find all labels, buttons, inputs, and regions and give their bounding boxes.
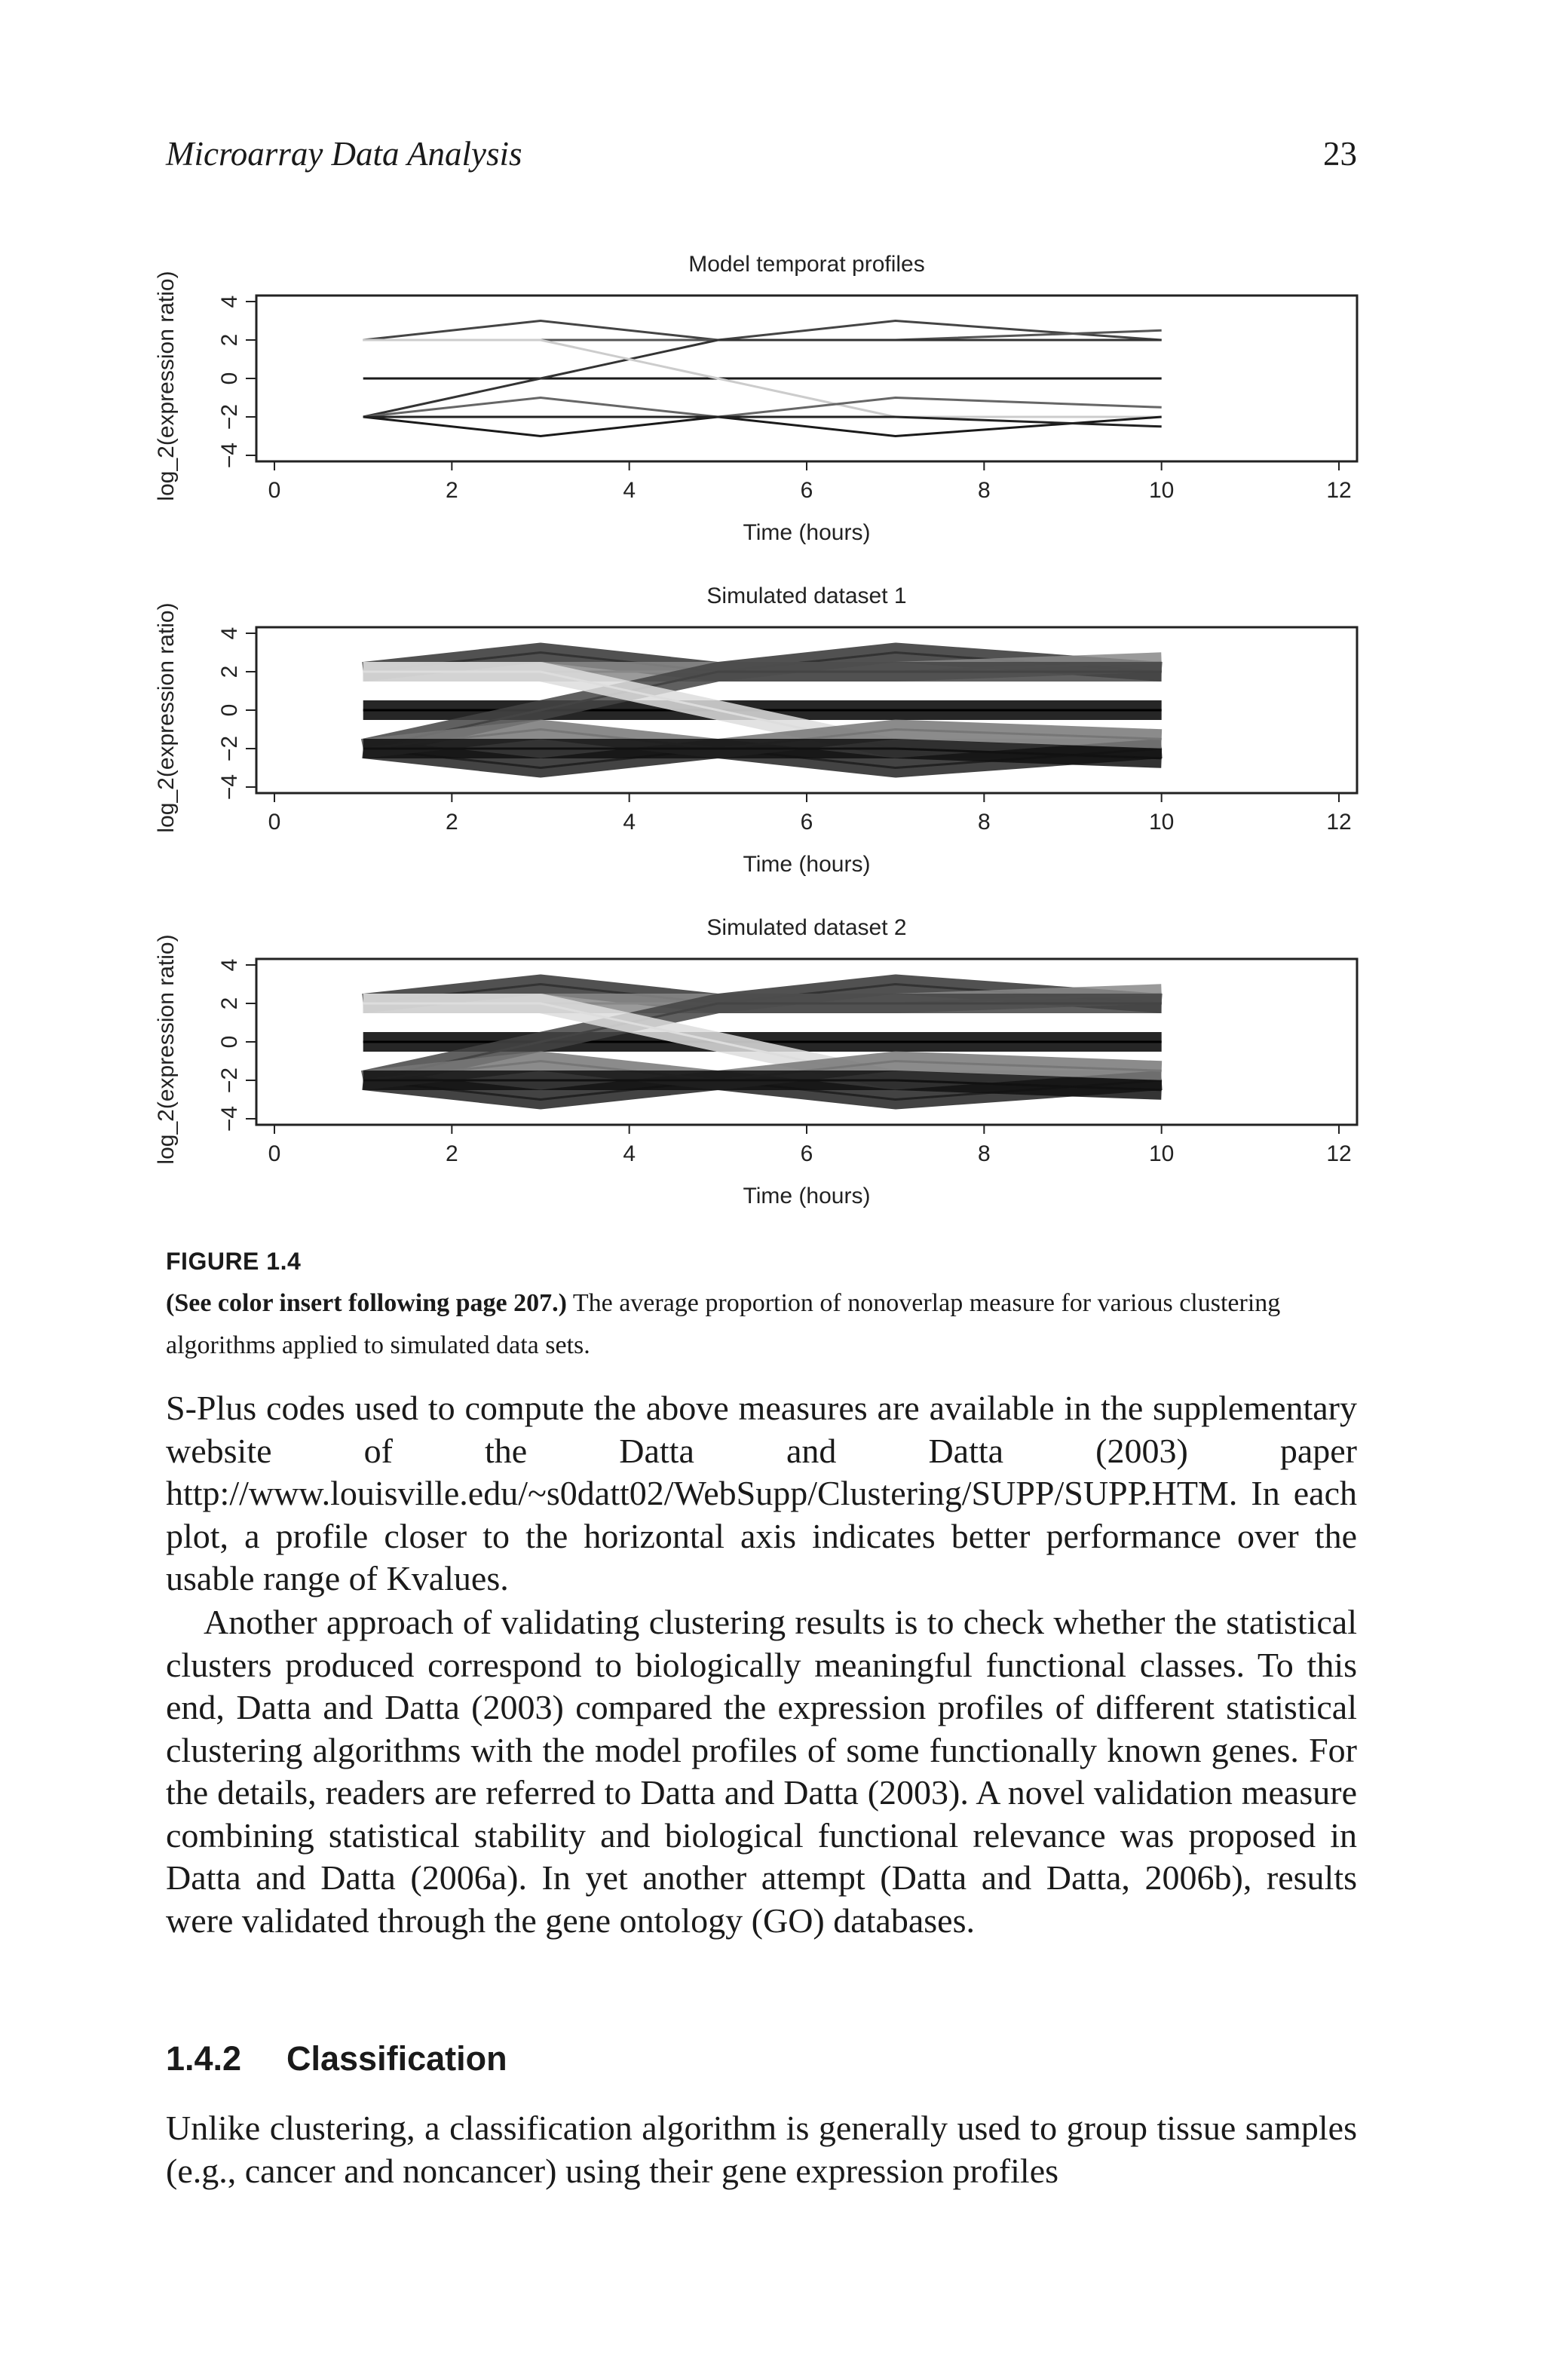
y-tick-label: −2 xyxy=(217,735,242,762)
x-tick-label: 8 xyxy=(977,1141,991,1166)
chart-panel-simulated-2 xyxy=(151,897,1372,1229)
x-axis-label: Time (hours) xyxy=(743,1184,871,1208)
section-number: 1.4.2 xyxy=(166,2039,242,2078)
y-tick-label: −4 xyxy=(217,773,242,801)
x-tick-label: 10 xyxy=(1148,810,1175,835)
x-tick-label: 8 xyxy=(977,810,991,835)
chart-panel-simulated-1 xyxy=(151,565,1372,897)
y-tick-label: −4 xyxy=(217,442,242,469)
x-axis-label: Time (hours) xyxy=(743,520,871,545)
x-tick-label: 2 xyxy=(445,478,458,503)
x-tick-label: 12 xyxy=(1326,810,1352,835)
chart-title: Simulated dataset 2 xyxy=(706,915,907,940)
x-tick-label: 2 xyxy=(445,1141,458,1166)
y-tick-label: −4 xyxy=(217,1105,242,1132)
x-tick-label: 12 xyxy=(1326,1141,1352,1166)
x-tick-label: 6 xyxy=(800,810,813,835)
y-tick-label: −2 xyxy=(217,403,242,430)
y-tick-label: 0 xyxy=(217,372,242,385)
body-paragraph-1: S-Plus codes used to compute the above measures are available in the supplementary website of the Datta and Datta (2003) paper http://www.louisville.edu/~s0datt02/WebSupp/Clustering/SUPP/SUPP.HTM. In each plot, a profile closer to the horizontal axis indicates better performance over the usable range of Kvalues. xyxy=(166,1389,1357,1597)
series-line-5 xyxy=(363,417,1162,436)
running-head: Microarray Data Analysis xyxy=(166,135,522,173)
chart-title: Simulated dataset 1 xyxy=(706,584,907,608)
chart-model-profiles xyxy=(151,234,1372,565)
y-tick-label: 2 xyxy=(217,997,242,1010)
y-tick-label: 0 xyxy=(217,1035,242,1049)
chart-panel-model-profiles xyxy=(151,234,1372,565)
y-tick-label: 4 xyxy=(217,295,242,308)
y-tick-label: 2 xyxy=(217,333,242,347)
x-tick-label: 12 xyxy=(1326,478,1352,503)
x-tick-label: 0 xyxy=(268,1141,281,1166)
y-tick-label: 0 xyxy=(217,703,242,717)
x-tick-label: 0 xyxy=(268,810,281,835)
figure-caption xyxy=(166,1240,1357,1367)
x-tick-label: 0 xyxy=(268,478,281,503)
body-paragraph-2: Another approach of validating clustering results is to check whether the statistical clusters produced correspond to biologically meaningful functional classes. To this end, Datta and Datta (2003) compared the expression profiles of different statistical clustering algorithms with the model profiles of some functionally known genes. For the details, readers are referred to Datta and Datta (2003). A novel validation measure combining statistical stability and biological functional relevance was proposed in Datta and Datta (2006a). In yet another attempt (Datta and Datta, 2006b), results were validated through the gene ontology (GO) databases. xyxy=(166,1603,1357,1940)
series-line-6 xyxy=(363,398,1162,418)
x-tick-label: 10 xyxy=(1148,1141,1175,1166)
y-axis-label: log_2(expression ratio) xyxy=(154,934,179,1165)
caption-body xyxy=(166,1282,1357,1367)
page-number: 23 xyxy=(1323,135,1357,173)
x-tick-label: 2 xyxy=(445,810,458,835)
caption-text: The average proportion of nonoverlap measure for various clustering algorithms applied to simulated data sets. xyxy=(166,1289,1281,1359)
body-paragraph-3: Unlike clustering, a classification algorithm is generally used to group tissue samples (e.g., cancer and noncancer) using their gene expression profiles xyxy=(166,2109,1357,2190)
y-axis-label: log_2(expression ratio) xyxy=(154,271,179,501)
y-axis-label: log_2(expression ratio) xyxy=(154,602,179,833)
series-line-1 xyxy=(363,321,1162,341)
caption-bold: (See color insert following page 207.) xyxy=(166,1289,567,1317)
x-tick-label: 6 xyxy=(800,1141,813,1166)
x-tick-label: 4 xyxy=(623,810,636,835)
x-tick-label: 10 xyxy=(1148,478,1175,503)
y-tick-label: −2 xyxy=(217,1067,242,1094)
x-tick-label: 8 xyxy=(977,478,991,503)
figure-label: FIGURE 1.4 xyxy=(166,1248,302,1275)
chart-simulated-dataset-1 xyxy=(151,565,1372,897)
y-tick-label: 4 xyxy=(217,626,242,640)
y-tick-label: 2 xyxy=(217,665,242,678)
x-tick-label: 6 xyxy=(800,478,813,503)
chart-simulated-dataset-2 xyxy=(151,897,1372,1229)
section-heading xyxy=(166,2039,507,2078)
chart-title: Model temporat profiles xyxy=(688,252,925,277)
x-tick-label: 4 xyxy=(623,478,636,503)
page-header xyxy=(166,134,1357,187)
y-tick-label: 4 xyxy=(217,958,242,972)
figure-1-4 xyxy=(151,234,1372,1229)
x-axis-label: Time (hours) xyxy=(743,852,871,877)
section-title: Classification xyxy=(286,2039,507,2078)
x-tick-label: 4 xyxy=(623,1141,636,1166)
